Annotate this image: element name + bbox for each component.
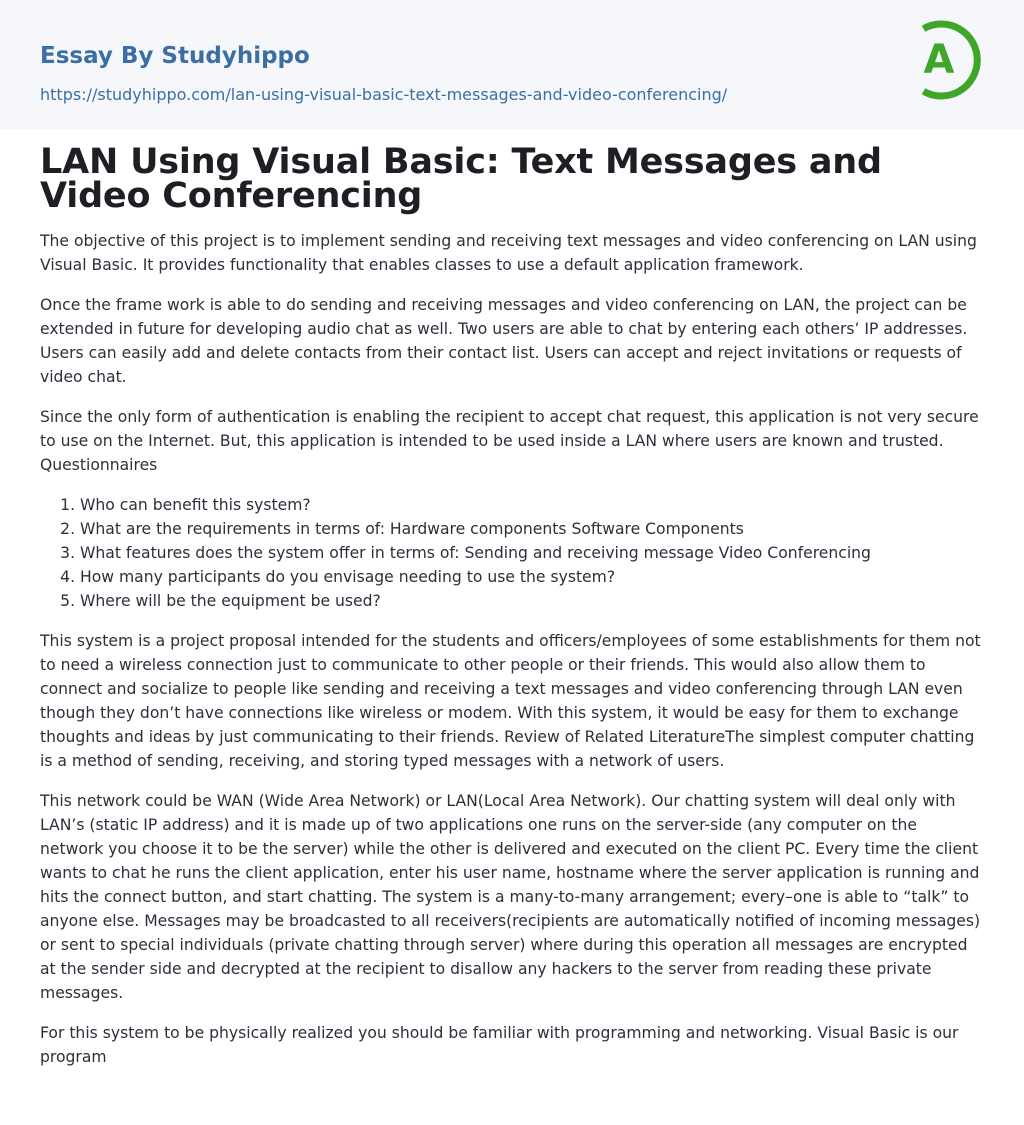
paragraph-framework: Once the frame work is able to do sending and receiving messages and video conferencing on LAN, the project can be extended in future for developing audio chat as well. Two users are able to chat by entering each others’ IP addresses. Users can easily add and delete contacts from their contact list. Users can accept and reject invitations or requests of video chat.: [40, 296, 968, 386]
brand-title[interactable]: Essay By Studyhippo: [40, 43, 310, 69]
article-title: LAN Using Visual Basic: Text Messages and Video Conferencing: [40, 142, 882, 216]
list-item: 1. Who can benefit this system?: [80, 493, 984, 517]
list-item: 5. Where will be the equipment be used?: [80, 589, 984, 613]
site-header: [0, 0, 1024, 129]
studyhippo-logo-icon[interactable]: [914, 18, 986, 108]
paragraph-proposal: This system is a project proposal intended for the students and officers/employees of some establishments for them not to need a wireless connection just to communicate to other people or their friends. This would also allow them to connect and socialize to people like sending and receiving a text messages and video conferencing through LAN even though they don’t have connections like wireless or modem. With this system, it would be easy for them to exchange thoughts and ideas by just communicating to their friends. Review of Related LiteratureThe simplest computer chatting is a method of sending, receiving, and storing typed messages with a network of users.: [40, 632, 981, 770]
logo-letter: A: [923, 37, 955, 83]
paragraph-network: This network could be WAN (Wide Area Network) or LAN(Local Area Network). Our chatting system will deal only with LAN’s (static IP address) and it is made up of two applications one runs on the server-side (any computer on the network you choose it to be the server) while the other is delivered and executed on the client PC. Every time the client wants to chat he runs the client application, enter his user name, hostname where the server application is running and hits the connect button, and start chatting. The system is a many-to-many arrangement; every–one is able to “talk” to anyone else. Messages may be broadcasted to all receivers(recipients are automatically notified of incoming messages) or sent to special individuals (private chatting through server) where during this operation all messages are encrypted at the sender side and decrypted at the recipient to disallow any hackers to the server from reading these private messages.: [40, 792, 981, 1002]
paragraph-requirements: For this system to be physically realized you should be familiar with programming and networking. Visual Basic is our program: [40, 1024, 959, 1066]
paragraph-objective: The objective of this project is to implement sending and receiving text messages and video conferencing on LAN using Visual Basic. It provides functionality that enables classes to use a default application framework.: [40, 232, 977, 274]
list-item: 4. How many participants do you envisage needing to use the system?: [80, 565, 984, 589]
paragraph-authentication: Since the only form of authentication is enabling the recipient to accept chat request, this application is not very secure to use on the Internet. But, this application is intended to be used inside a LAN where users are known and trusted. Questionnaires: [40, 408, 979, 474]
questionnaire-list: [40, 493, 984, 613]
list-item: 3. What features does the system offer in terms of: Sending and receiving message Video Conferencing: [80, 541, 984, 565]
article: [0, 129, 1024, 1069]
source-url-link[interactable]: https://studyhippo.com/lan-using-visual-basic-text-messages-and-video-conferencing/: [40, 85, 728, 104]
list-item: 2. What are the requirements in terms of: Hardware components Software Components: [80, 517, 984, 541]
